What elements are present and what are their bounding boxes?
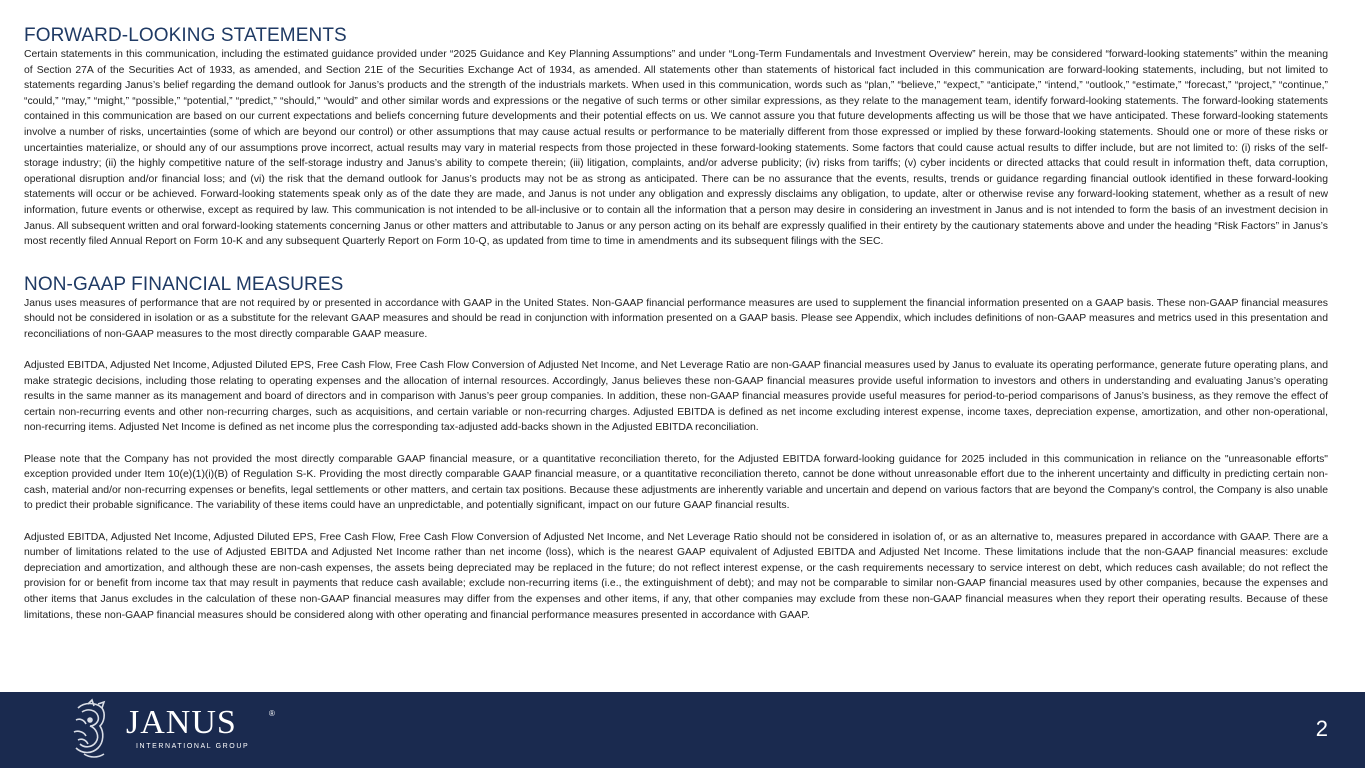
forward-looking-statements-title: FORWARD-LOOKING STATEMENTS: [24, 25, 347, 46]
non-gaap-paragraph-1: Janus uses measures of performance that are not required by or presented in accordance with GAAP in the United States. Non-GAAP financial performance measures are used to supplement the financial information presented on a GAAP basis. These non-GAAP financial measures should not be considered in isolation or as a substitute for the relevant GAAP measures and should be read in conjunction with information presented on a GAAP basis. Please see Appendix, which includes definitions of non-GAAP measures and metrics used in this presentation and reconciliations of non-GAAP measures to the most directly comparable GAAP measure.: [24, 297, 1328, 340]
page-number: 2: [1315, 716, 1328, 741]
forward-looking-statements-section: [24, 26, 1328, 250]
janus-emblem-icon: [74, 700, 104, 757]
non-gaap-financial-measures-section: [24, 275, 1328, 623]
janus-logo: [70, 698, 280, 762]
non-gaap-paragraph-3: Please note that the Company has not provided the most directly comparable GAAP financial measure, or a quantitative reconciliation thereto, for the Adjusted EBITDA forward-looking guidance for 2025 included in this communication in reliance on the "unreasonable efforts" exception provided under Item 10(e)(1)(i)(B) of Regulation S-K. Providing the most directly comparable GAAP financial measure, or a quantitative reconciliation thereto, cannot be done without unreasonable effort due to the inherent uncertainty and difficulty in predicting certain non-cash, material and/or non-recurring expenses or benefits, legal settlements or other matters, and certain tax positions. Because these adjustments are inherently variable and uncertain and depend on various factors that are beyond the Company's control, the Company is also unable to predict their probable significance. The variability of these items could have an unpredictable, and potentially significant, impact on our future GAAP financial results.: [24, 453, 1328, 512]
non-gaap-financial-measures-title: NON-GAAP FINANCIAL MEASURES: [24, 273, 344, 295]
logo-wordmark: JANUS: [126, 704, 237, 741]
logo-registered-mark: ®: [269, 709, 275, 718]
non-gaap-paragraph-4: Adjusted EBITDA, Adjusted Net Income, Adjusted Diluted EPS, Free Cash Flow, Free Cash Flow Conversion of Adjusted Net Income, and Net Leverage Ratio should not be considered in isolation of, or as an alternative to, measures prepared in accordance with GAAP. There are a number of limitations related to the use of Adjusted EBITDA and Adjusted Net Income rather than net income (loss), which is the nearest GAAP equivalent of Adjusted EBITDA and Adjusted Net Income. These limitations include that the non-GAAP financial measures: exclude depreciation and amortization, and although these are non-cash expenses, the assets being depreciated may be replaced in the future; do not reflect interest expense, or the cash requirements necessary to service interest on debt, which reduces cash available; do not reflect the provision for or benefit from income tax that may result in payments that reduce cash available; exclude non-recurring items (i.e., the extinguishment of debt); and may not be comparable to similar non-GAAP financial measures used by other companies, because the expenses and other items that Janus excludes in the calculation of these non-GAAP financial measures may differ from the expenses and other items, if any, that other companies may exclude from these non-GAAP financial measures when they report their operating results. Because of these limitations, these non-GAAP financial measures should be considered along with other operating and financial performance measures presented in accordance with GAAP.: [24, 531, 1328, 621]
forward-looking-statements-body: Certain statements in this communication, including the estimated guidance provided under “2025 Guidance and Key Planning Assumptions” and under “Long-Term Fundamentals and Investment Overview” herein, may be considered “forward-looking statements” within the meaning of Section 27A of the Securities Act of 1933, as amended, and Section 21E of the Securities Exchange Act of 1934, as amended. All statements other than statements of historical fact included in this communication are forward-looking statements, including, but not limited to statements regarding Janus’s belief regarding the demand outlook for Janus’s products and the strength of the industrials markets. When used in this communication, words such as “plan,” “believe,” “expect,” “anticipate,” “intend,” “outlook,” “estimate,” “forecast,” “project,” “continue,” “could,” “may,” “might,” “possible,” “potential,” “predict,” “should,” “would” and other similar words and expressions or the negative of such terms or other similar expressions, as they relate to the management team, identify forward-looking statements. The forward-looking statements contained in this communication are based on our current expectations and beliefs concerning future developments and their potential effects on us. We cannot assure you that future developments affecting us will be those that we have anticipated. These forward-looking statements involve a number of risks, uncertainties (some of which are beyond our control) or other assumptions that may cause actual results or performance to be materially different from those expressed or implied by these forward-looking statements. Should one or more of these risks or uncertainties materialize, or should any of our assumptions prove incorrect, actual results may vary in material respects from those projected in these forward-looking statements. Some factors that could cause actual results to differ include, but are not limited to: (i) risks of the self-storage industry; (ii) the highly competitive nature of the self-storage industry and Janus’s ability to compete therein; (iii) litigation, complaints, and/or adverse publicity; (iv) risks from tariffs; (v) cyber incidents or directed attacks that could result in information theft, data corruption, operational disruption and/or financial loss; and (vi) the risk that the demand outlook for Janus’s products may not be as strong as anticipated. There can be no assurance that the events, results, trends or guidance regarding financial outlook identified in these forward-looking statements will occur or be achieved. Forward-looking statements speak only as of the date they are made, and Janus is not under any obligation and expressly disclaims any obligation, to update, alter or otherwise revise any forward-looking statement, whether as a result of new information, future events or otherwise, except as required by law. This communication is not intended to be all-inclusive or to contain all the information that a person may desire in considering an investment in Janus and is not intended to form the basis of an investment decision in Janus. All subsequent written and oral forward-looking statements concerning Janus or other matters and attributable to Janus or any person acting on its behalf are expressly qualified in their entirety by the cautionary statements above and under the heading “Risk Factors” in Janus’s most recently filed Annual Report on Form 10-K and any subsequent Quarterly Report on Form 10-Q, as updated from time to time in amendments and its subsequent filings with the SEC.: [24, 49, 1328, 248]
logo-tagline: INTERNATIONAL GROUP: [136, 743, 250, 750]
page-content: [24, 26, 1328, 623]
footer-bar: [0, 692, 1365, 768]
non-gaap-paragraph-2: Adjusted EBITDA, Adjusted Net Income, Adjusted Diluted EPS, Free Cash Flow, Free Cash Flow Conversion of Adjusted Net Income, and Net Leverage Ratio are non-GAAP financial measures used by Janus to evaluate its operating performance, generate future operating plans, and make strategic decisions, including those relating to operating expenses and the allocation of internal resources. Accordingly, Janus believes these non-GAAP financial measures provide useful information to investors and others in understanding and evaluating Janus’s operating results in the same manner as its management and board of directors and in comparison with Janus’s peer group companies. In addition, these non-GAAP financial measures provide useful measures for period-to-period comparisons of Janus’s business, as they remove the effect of certain non-recurring events and other non-recurring charges, such as acquisitions, and certain variable or non-recurring charges. Adjusted EBITDA is defined as net income excluding interest expense, income taxes, depreciation expense, amortization, and other non-operational, non-recurring items. Adjusted Net Income is defined as net income plus the corresponding tax-adjusted add-backs shown in the Adjusted EBITDA reconciliation.: [24, 360, 1328, 434]
